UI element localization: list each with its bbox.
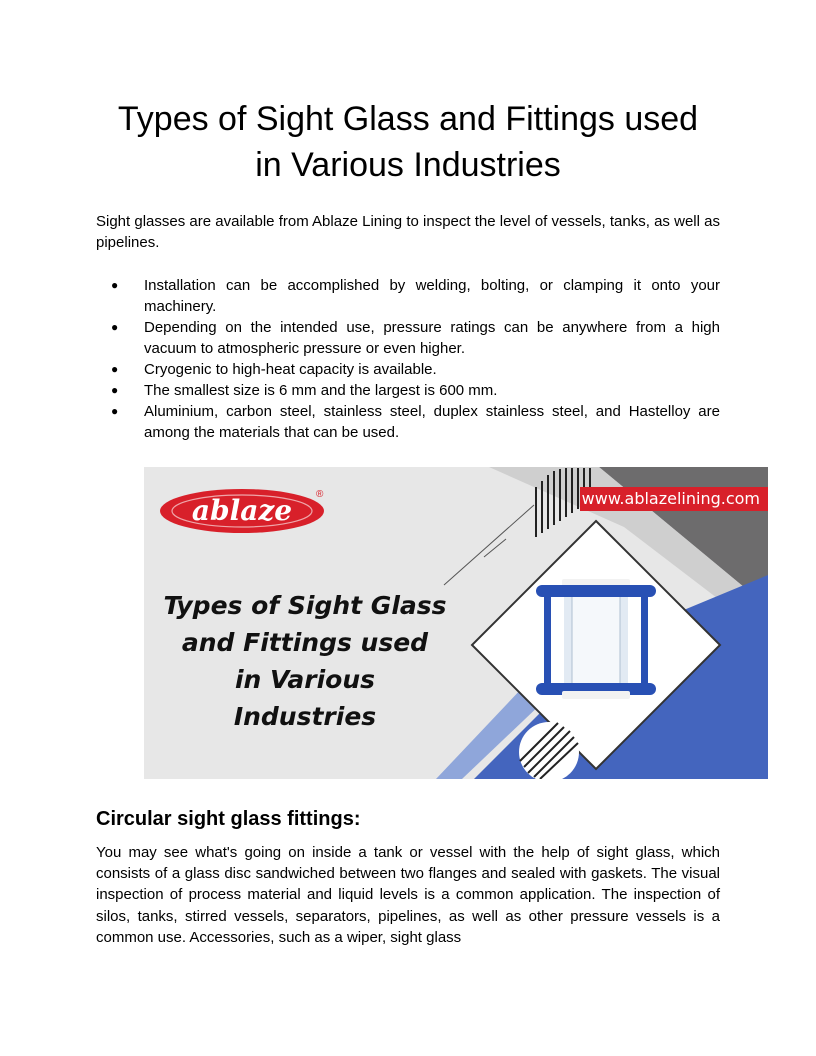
title-line-1: Types of Sight Glass and Fittings used <box>117 100 699 138</box>
page-title <box>80 96 736 188</box>
list-item <box>96 317 720 359</box>
banner-headline <box>160 587 450 735</box>
logo-wordmark: ablaze <box>191 494 293 527</box>
banner-url: www.ablazelining.com <box>581 489 760 508</box>
list-item <box>96 380 720 401</box>
banner-headline-line-2: and Fittings used <box>181 628 429 657</box>
banner-line <box>444 505 534 585</box>
intro-paragraph: Sight glasses are available from Ablaze Lining to inspect the level of vessels, tanks, as well as pipelines. <box>96 213 720 251</box>
bullet-icon: ● <box>111 320 119 334</box>
bullet-icon: ● <box>111 278 119 292</box>
list-item-text: The smallest size is 6 mm and the largest is 600 mm. <box>144 382 498 399</box>
list-item-text: Depending on the intended use, pressure ratings can be anywhere from a high vacuum to atmospheric pressure or even higher. <box>144 319 720 357</box>
banner-headline-line-3: in Various Industries <box>233 665 377 731</box>
list-item-text: Aluminium, carbon steel, stainless steel, duplex stainless steel, and Hastelloy are among the materials that can be used. <box>144 403 720 441</box>
title-line-2: in Various Industries <box>255 146 561 184</box>
list-item-text: Cryogenic to high-heat capacity is available. <box>144 361 437 378</box>
banner-headline-line-1: Types of Sight Glass <box>163 591 447 620</box>
banner-image <box>144 467 768 779</box>
list-item <box>96 359 720 380</box>
bullet-icon: ● <box>111 404 119 418</box>
section-paragraph: You may see what's going on inside a tank or vessel with the help of sight glass, which consists of a glass disc sandwiched between two flanges and sealed with gaskets. The visual inspection of process material and liquid levels is a common application. The inspection of silos, tanks, stirred vessels, separators, pipelines, as well as other pressure vessels is a common use. Accessories, such as a wiper, sight glass <box>96 844 720 946</box>
feature-list <box>96 275 720 443</box>
list-item <box>96 275 720 317</box>
section-heading: Circular sight glass fittings: <box>96 808 361 830</box>
bullet-icon: ● <box>111 383 119 397</box>
banner-line <box>484 539 506 557</box>
list-item-text: Installation can be accomplished by welding, bolting, or clamping it onto your machinery. <box>144 277 720 315</box>
bullet-icon: ● <box>111 362 119 376</box>
list-item <box>96 401 720 443</box>
registered-mark: ® <box>316 489 324 500</box>
